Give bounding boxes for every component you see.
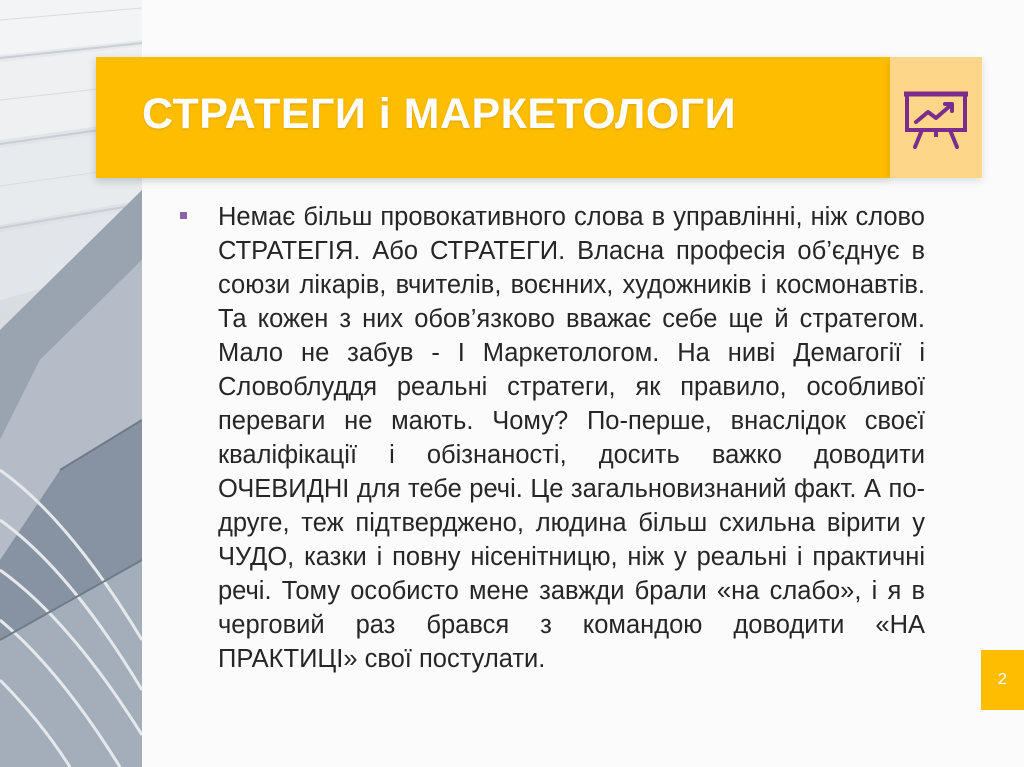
slide-title: СТРАТЕГИ і МАРКЕТОЛОГИ xyxy=(142,90,737,138)
title-banner xyxy=(96,57,890,178)
presentation-board-chart-icon xyxy=(904,91,968,149)
body-paragraph: Немає більш провокативного слова в управлінні, ніж слово СТРАТЕГІЯ. Або СТРАТЕГИ. Власна професія об’єднує в союзи лікарів, вчителів, воєнних, художників і космонавтів. Та кожен з них обов’язково вважає себе ще й стратегом. Мало не забув - І Маркетологом. На ниві Демагогії і Словоблуддя реальні стратеги, як правило, особливої переваги не мають. Чому? По-перше, внаслідок своєї кваліфікації і обізнаності, досить важко доводити ОЧЕВИДНІ для тебе речі. Це загальновизнаний факт. А по-друге, теж підтверджено, людина більш схильна вірити у ЧУДО, казки і повну нісенітницю, ніж у реальні і практичні речі. Тому особисто мене завжди брали «на слабо», і я в черговий раз брався з командою доводити «НА ПРАКТИЦІ» свої постулати. xyxy=(218,203,925,673)
title-icon-box xyxy=(890,57,982,178)
page-number-box xyxy=(981,650,1024,710)
page-number: 2 xyxy=(998,671,1007,688)
bullet-marker xyxy=(180,212,187,219)
slide-body xyxy=(180,200,925,676)
